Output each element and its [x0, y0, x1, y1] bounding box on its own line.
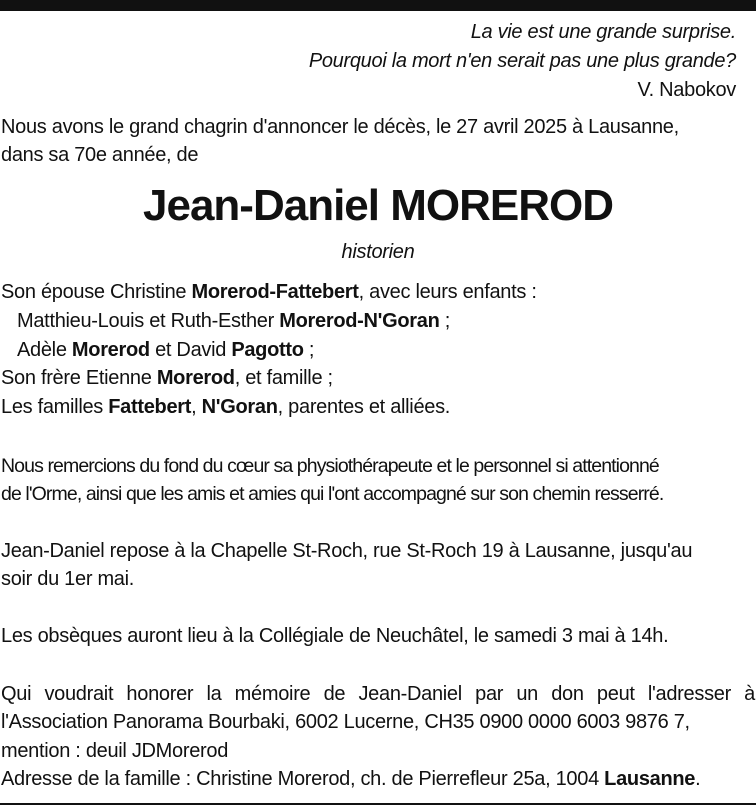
- quote-author: V. Nabokov: [637, 79, 736, 101]
- child1-surname: Morerod-N'Goran: [279, 310, 440, 332]
- child2-mid: et David: [149, 339, 232, 361]
- families-mid: ,: [191, 396, 202, 418]
- quote-line-2: Pourquoi la mort n'en serait pas une plus grande?: [308, 50, 736, 72]
- brother-pre: Son frère Etienne: [1, 367, 157, 389]
- family-brother: [1, 364, 756, 392]
- family-families: [1, 393, 756, 421]
- address-city: Lausanne: [604, 768, 696, 790]
- child1-post: ;: [439, 310, 451, 332]
- families-pre: Les familles: [1, 396, 109, 418]
- spouse-post: , avec leurs enfants :: [358, 281, 537, 303]
- child1-pre: Matthieu-Louis et Ruth-Esther: [17, 310, 280, 332]
- announcement-line-2: dans sa 70e année, de: [1, 144, 199, 166]
- funeral-line-1: Les obsèques auront lieu à la Collégiale de Neuchâtel, le samedi 3 mai à 14h.: [1, 625, 669, 647]
- family-child-1: [17, 307, 756, 335]
- donation-line-3: mention : deuil JDMorerod: [1, 740, 229, 762]
- address-post: .: [695, 768, 701, 790]
- donation-line-2: l'Association Panorama Bourbaki, 6002 Lucerne, CH35 0900 0000 6003 9876 7,: [1, 711, 690, 733]
- brother-post: , et famille ;: [234, 367, 333, 389]
- families-surname-1: Fattebert: [108, 396, 192, 418]
- child2-pre: Adèle: [17, 339, 72, 361]
- child2-surname-1: Morerod: [71, 339, 150, 361]
- brother-surname: Morerod: [156, 367, 235, 389]
- top-rule: [0, 0, 756, 11]
- deceased-occupation: [0, 238, 756, 266]
- child2-surname-2: Pagotto: [231, 339, 304, 361]
- family-spouse: [1, 278, 756, 306]
- quote-line-1: La vie est une grande surprise.: [470, 21, 736, 43]
- donation-line-1: Qui voudrait honorer la mémoire de Jean-Daniel par un don peut l'adresser à: [1, 683, 755, 705]
- repose-line-2: soir du 1er mai.: [1, 568, 135, 590]
- families-post: , parentes et alliées.: [277, 396, 451, 418]
- repose-line-1: Jean-Daniel repose à la Chapelle St-Roch, rue St-Roch 19 à Lausanne, jusqu'au: [1, 540, 693, 562]
- spouse-pre: Son épouse Christine: [1, 281, 192, 303]
- bottom-rule: [0, 803, 756, 805]
- families-surname-2: N'Goran: [201, 396, 278, 418]
- thanks-line-1: Nous remercions du fond du cœur sa physiothérapeute et le personnel si attentionné: [1, 455, 659, 477]
- deceased-name: Jean-Daniel MOREROD: [143, 181, 613, 230]
- occupation-text: historien: [341, 241, 415, 263]
- family-child-2: [17, 336, 756, 364]
- spouse-surname: Morerod-Fattebert: [191, 281, 359, 303]
- child2-post: ;: [303, 339, 315, 361]
- announcement-line-1: Nous avons le grand chagrin d'annoncer le décès, le 27 avril 2025 à Lausanne,: [1, 116, 679, 138]
- address-pre: Adresse de la famille : Christine Morerod, ch. de Pierrefleur 25a, 1004: [1, 768, 605, 790]
- thanks-line-2: de l'Orme, ainsi que les amis et amies qui l'ont accompagné sur son chemin resserré.: [1, 483, 664, 505]
- family-address: [1, 765, 756, 793]
